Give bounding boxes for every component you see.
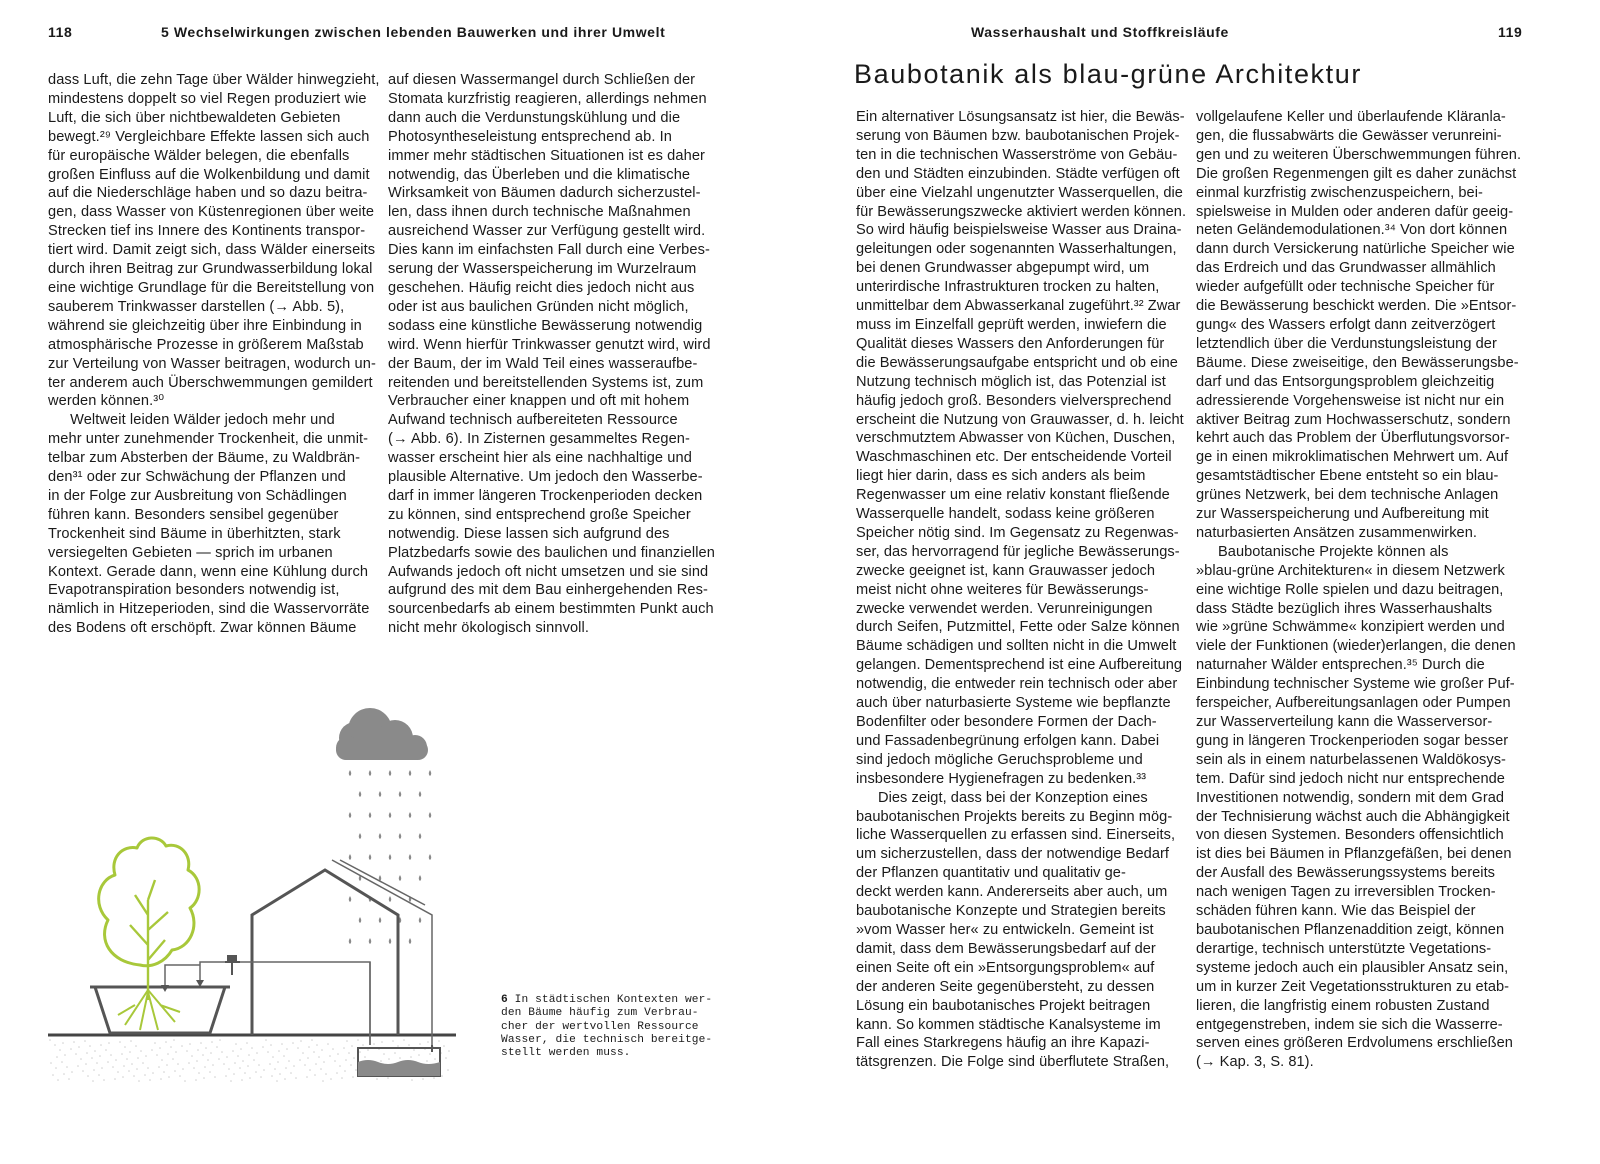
caption-line (501, 994, 712, 1007)
text-line: Bäume. Diese zweiseitige, den Bewässerungsbe- (1196, 354, 1519, 371)
page-number-left: 118 (48, 24, 73, 40)
text-line: aktiver Beitrag zum Hochwasserschutz, sondern (1196, 411, 1511, 428)
text-line: len, dass ihnen durch technische Maßnahmen (388, 204, 691, 221)
text-line: für europäische Wälder belegen, die ebenfalls (48, 147, 350, 164)
text-line: darf und das Entsorgungsproblem gleichzeitig (1196, 373, 1495, 390)
text-line: »blau-grüne Architekturen« in diesem Netzwerk (1196, 562, 1505, 579)
text-line: dass Luft, die zehn Tage über Wälder hinwegzieht, (48, 72, 380, 88)
caption-line: cher der wertvollen Ressource (501, 1020, 699, 1033)
text-line: verschmutztem Abwasser von Küchen, Duschen, (856, 430, 1176, 447)
raindrop (419, 917, 422, 923)
text-line: atmosphärische Prozesse in größerem Maßstab (48, 336, 364, 353)
text-line: den und Städten einzubinden. Städte verfügen oft (856, 165, 1180, 182)
text-line: einmal kurzfristig zwischenzuspeichern, bei- (1196, 184, 1483, 201)
raindrop (349, 896, 352, 902)
raindrop (369, 812, 372, 818)
text-line: darf in immer längeren Trockenperioden decken (388, 487, 703, 504)
text-line: notwendig. Diese lassen sich aufgrund des (388, 525, 670, 542)
text-line: gung« des Wassers erfolgt dann zeitverzögert (1196, 316, 1496, 333)
caption-line: stellt werden muss. (501, 1047, 631, 1060)
text-line: gen und zu weiteren Überschwemmungen führen. (1196, 146, 1522, 163)
text-line: Die großen Regenmengen gilt es daher zunächst (1196, 165, 1517, 182)
text-line: der Baum, der im Wald Teil eines wasseraufbe- (388, 355, 698, 372)
raindrop (429, 854, 432, 860)
raindrop (379, 833, 382, 839)
text-line: dann durch Versickerung natürliche Speicher wie (1196, 241, 1515, 258)
raindrop (379, 917, 382, 923)
text-line: serung von Bäumen bzw. baubotanischen Projek- (856, 127, 1180, 144)
raindrop (349, 812, 352, 818)
raindrop (349, 770, 352, 776)
text-line: in der Folge zur Ausbreitung von Schädlingen (48, 487, 347, 504)
text-line: unterirdische Infrastrukturen trocken zu halten, (856, 279, 1160, 296)
text-line: Verbraucher einer knappen und oft mit hohem (388, 393, 690, 410)
text-line: Photosyntheseleistung entsprechend ab. In (388, 128, 673, 145)
text-line: Einbindung technischer Systeme wie großer Puf- (1196, 676, 1515, 693)
text-line: zwecke verwendet werden. Verunreinigungen (856, 600, 1153, 617)
text-line: eine wichtige Grundlage für die Bereitstellung von (48, 279, 375, 296)
text-line: immer mehr städtischen Situationen ist es daher (388, 147, 705, 164)
text-line: während sie gleichzeitig über ihre Einbindung in (48, 317, 362, 334)
text-line: zur Verteilung von Wasser beitragen, wodurch un- (48, 355, 376, 372)
text-line: serven eines größeren Erdvolumens erschließen (1196, 1035, 1513, 1052)
text-line: Dies zeigt, dass bei der Konzeption eines (856, 789, 1148, 806)
text-line: Qualität dieses Wassers den Anforderungen für (856, 335, 1165, 352)
text-line: Bäume schädigen und sollten nicht in die Umwelt (856, 638, 1177, 655)
raindrop (399, 875, 402, 881)
text-line: führen kann. Besonders sensibel gegenüber (48, 506, 339, 523)
text-line: meist nicht ohne weiteres für Bewässerungs- (856, 581, 1149, 598)
text-line: nach wenigen Tagen zu irreversiblen Trocken- (1196, 884, 1496, 901)
text-line: deckt werden kann. Andererseits aber auch, um (856, 884, 1168, 901)
right-column-2 (1196, 108, 1521, 1072)
text-line: notwendig, die entweder rein technisch oder aber (856, 676, 1178, 693)
text-line: durch ihren Beitrag zur Grundwasserbildung lokal (48, 261, 373, 278)
text-line: naturnaher Wälder entsprechen.³⁵ Durch die (1196, 657, 1485, 674)
raindrop (359, 791, 362, 797)
raindrop (409, 854, 412, 860)
text-line: baubotanischen Projekts bereits zu Beginn mög- (856, 808, 1173, 825)
text-line: sauberem Trinkwasser darstellen (→ Abb. 5), (48, 298, 345, 315)
text-line: um in kurzer Zeit Vegetationsstrukturen zu etab- (1196, 978, 1510, 995)
text-line: ten in die technischen Wasserströme von Gebäu- (856, 146, 1178, 163)
raindrop (409, 812, 412, 818)
text-line: Wasserquelle handelt, sodass keine größeren (856, 506, 1155, 523)
text-line: neten Geländemodulationen.³⁴ Von dort können (1196, 222, 1508, 239)
text-line: ferspeicher, Aufbereitungsanlagen oder Pumpen (1196, 695, 1511, 712)
text-line: Bodenfilter oder besondere Formen der Dach- (856, 714, 1157, 730)
text-line: telbar zum Absterben der Bäume, zu Waldbrän- (48, 450, 361, 467)
text-line: werden können.³⁰ (48, 393, 165, 410)
text-line: häufig jedoch groß. Besonders vielversprechend (856, 392, 1172, 409)
text-line: mehr unter zunehmender Trockenheit, die unmit- (48, 431, 369, 448)
cloud-icon (336, 708, 428, 760)
raindrop (419, 791, 422, 797)
text-line: die Bewässerung beschickt werden. Die »Entsor- (1196, 298, 1517, 315)
text-line: von diesen Systemen. Besonders offensichtlich (1196, 827, 1504, 844)
raindrop (429, 812, 432, 818)
text-line: tätsgrenzen. Die Folge sind überflutete Straßen, (856, 1054, 1170, 1071)
text-line: lieren, die langfristig einem robusten Zustand (1196, 997, 1490, 1014)
text-line: tiert wird. Damit zeigt sich, dass Wälder einerseits (48, 242, 376, 259)
raindrop (369, 938, 372, 944)
text-line: spielsweise in Mulden oder anderen dafür geeig- (1196, 203, 1514, 220)
raindrop (369, 854, 372, 860)
text-line: einen Seite oft ein »Entsorgungsproblem« auf (856, 959, 1155, 976)
raindrop (429, 770, 432, 776)
text-line: (→ Kap. 3, S. 81). (1196, 1054, 1314, 1071)
text-line: zu können, sind entsprechend große Speicher (388, 506, 691, 523)
text-line: derartige, technisch unterstützte Vegetations- (1196, 940, 1492, 957)
text-line: baubotanischen Pflanzenaddition zeigt, können (1196, 921, 1505, 938)
text-line: Strecken tief ins Innere des Kontinents transpor- (48, 223, 366, 240)
raindrop-icon (349, 770, 432, 944)
text-line: Wirksamkeit von Bäumen dadurch sicherzustel- (388, 185, 701, 202)
right-column-1 (856, 108, 1186, 1072)
text-line: Fall eines Starkregens häufig an ihre Kapazi- (856, 1035, 1150, 1052)
text-line: ge in einen mikroklimatischen Mehrwert um. Auf (1196, 449, 1509, 466)
left-column-1 (48, 71, 380, 638)
text-line: Platzbedarfs sowie des baulichen und finanziellen (388, 544, 715, 561)
text-line: ist dies bei Bäumen in Pflanzgefäßen, bei denen (1196, 846, 1512, 863)
text-line: oder ist aus baulichen Gründen nicht möglich, (388, 298, 689, 315)
section-title: Baubotanik als blau-grüne Architektur (854, 59, 1362, 89)
running-head-left: 5 Wechselwirkungen zwischen lebenden Bauwerken und ihrer Umwelt (161, 24, 666, 40)
text-line: ser, das hervorragend für jegliche Bewässerungs- (856, 543, 1180, 560)
text-line: entgegenstreben, indem sie sich die Wasserre- (1196, 1016, 1503, 1033)
text-line: sourcenbedarfs ab einem bestimmten Punkt auch (388, 601, 714, 618)
text-line: serung der Wasserspeicherung im Wurzelraum (388, 261, 697, 278)
raindrop (369, 770, 372, 776)
text-line: sein als in einem naturbelassenen Waldökosys- (1196, 751, 1506, 768)
text-line: baubotanische Konzepte und Strategien bereits (856, 903, 1166, 920)
text-line: naturbasierten Ansätzen zusammenwirken. (1196, 524, 1477, 541)
caption-number: 6 (501, 994, 508, 1006)
text-line: für Bewässerungszwecke aktiviert werden können. (856, 203, 1187, 220)
text-line: Dies kann im einfachsten Fall durch eine Verbes- (388, 242, 710, 259)
text-line: Ein alternativer Lösungsansatz ist hier, die Bewäs- (856, 109, 1185, 125)
text-line: Nutzung technisch möglich ist, das Potenzial ist (856, 373, 1166, 390)
text-line: geschehen. Häufig reicht dies jedoch nicht aus (388, 279, 695, 296)
caption-line: den Bäume häufig zum Verbrau- (501, 1007, 699, 1020)
text-line: unmittelbar dem Abwasserkanal zugeführt.³² Zwar (856, 298, 1181, 315)
text-line: der anderen Seite gegenübersteht, zu dessen (856, 978, 1155, 995)
text-line: eine wichtige Rolle spielen und dazu beitragen, (1196, 581, 1504, 598)
text-line: So wird häufig beispielsweise Wasser aus Draina- (856, 222, 1182, 239)
text-line: auf die Niederschläge haben und so dazu beitra- (48, 185, 368, 202)
text-line: adressierende Vorgehensweise ist nicht nur ein (1196, 392, 1505, 409)
text-line: wie »grüne Schwämme« konzipiert werden und (1196, 619, 1505, 636)
text-line: Speicher nötig sind. Im Gegensatz zu Regenwas- (856, 524, 1179, 541)
planter (90, 987, 230, 1033)
tap-icon (225, 956, 240, 975)
house-icon (252, 870, 398, 1035)
raindrop (359, 917, 362, 923)
text-line: gelangen. Dementsprechend ist eine Aufbereitung (856, 657, 1183, 674)
text-line: der Technisierung wächst auch die Abhängigkeit (1196, 808, 1510, 825)
figure-6-illustration (40, 700, 460, 1085)
text-line: durch Seifen, Putzmittel, Fette oder Salze können (856, 619, 1180, 636)
text-line: auch über naturbasierte Systeme wie bepflanzte (856, 695, 1171, 712)
raindrop (379, 791, 382, 797)
text-line: aufgrund des mit dem Bau einhergehenden Res- (388, 582, 708, 599)
text-line: dass Städte bezüglich ihres Wasserhaushalts (1196, 600, 1493, 617)
text-line: geleitungen oder sogenannten Wasserhaltungen, (856, 241, 1177, 258)
text-line: bewegt.²⁹ Vergleichbare Effekte lassen sich auch (48, 128, 370, 145)
page-number-right: 119 (1498, 24, 1523, 40)
figure-caption (501, 994, 712, 1060)
text-line: Aufwands jedoch oft nicht umsetzen und sie sind (388, 563, 709, 580)
raindrop (389, 854, 392, 860)
text-line: erscheint die Nutzung von Grauwasser, d. h. leicht (856, 411, 1184, 428)
raindrop (409, 938, 412, 944)
text-line: wird. Wenn hierfür Trinkwasser genutzt wird, wird (388, 336, 711, 353)
text-line: ter anderem auch Überschwemmungen gemildert (48, 374, 373, 391)
text-line: und Fassadenbegrünung erfolgen kann. Dabei (856, 732, 1160, 749)
text-line: der Pflanzen quantitativ und qualitativ ge- (856, 865, 1126, 882)
raindrop (419, 875, 422, 881)
text-line: dann auch die Verdunstungskühlung und die (388, 109, 681, 126)
caption-line: Wasser, die technisch bereitge- (501, 1033, 713, 1046)
text-line: tem. Dafür sind jedoch nicht nur entsprechende (1196, 770, 1505, 787)
text-line: gesamtstädtischer Ebene entsteht so ein blau- (1196, 468, 1499, 485)
text-line: letztendlich über die Verdunstungsleistung der (1196, 335, 1497, 352)
text-line: bei denen Grundwasser abgepumpt wird, um (856, 260, 1150, 277)
text-line: sodass eine künstliche Bewässerung notwendig (388, 317, 703, 334)
text-line: Luft, die sich über nichtbewaldeten Gebieten (48, 109, 341, 126)
text-line: nicht mehr ökologisch sinnvoll. (388, 620, 590, 637)
text-line: kehrt auch das Problem der Überflutungsvorsor- (1196, 430, 1510, 447)
text-line: gung in längeren Trockenperioden sogar besser (1196, 732, 1509, 749)
text-line: Kontext. Gerade dann, wenn eine Kühlung durch (48, 563, 369, 580)
text-line: Lösung ein baubotanisches Projekt beitragen (856, 997, 1151, 1014)
text-line: das Erdreich und das Grundwasser allmählich (1196, 260, 1496, 277)
raindrop (389, 938, 392, 944)
text-line: Baubotanische Projekte können als (1196, 543, 1449, 560)
text-line: Investitionen notwendig, sondern mit dem Grad (1196, 789, 1505, 806)
raindrop (349, 854, 352, 860)
text-line: plausible Alternative. Um jedoch den Wasserbe- (388, 469, 703, 486)
text-line: kann. So kommen städtische Kanalsysteme im (856, 1016, 1161, 1033)
tree-icon (99, 838, 199, 1030)
text-line: vollgelaufene Keller und überlaufende Kläranla- (1196, 109, 1506, 125)
running-head-right: Wasserhaushalt und Stoffkreisläufe (971, 24, 1229, 40)
text-line: Trockenheit sind Bäume in überhitzten, stark (48, 525, 341, 542)
text-line: insbesondere Hygienefragen zu bedenken.³³ (856, 770, 1147, 787)
raindrop (389, 770, 392, 776)
raindrop (399, 791, 402, 797)
text-line: sind jedoch mögliche Geruchsprobleme und (856, 751, 1143, 768)
text-line: reitenden und bereitstellenden Systems ist, zum (388, 374, 704, 391)
text-line: Stomata kurzfristig reagieren, allerdings nehmen (388, 90, 707, 107)
text-line: des Bodens oft erschöpft. Zwar können Bäume (48, 620, 357, 637)
text-line: die Bewässerungsaufgabe entspricht und ob eine (856, 354, 1178, 371)
raindrop (389, 812, 392, 818)
text-line: notwendig, das Überleben und die klimatische (388, 166, 691, 183)
text-line: systeme jedoch auch ein plausibler Ansatz sein, (1196, 959, 1509, 976)
text-line: der Ausfall des Bewässerungssystems bereits (1196, 865, 1496, 882)
text-line: nämlich in Hitzeperioden, sind die Wasservorräte (48, 601, 370, 618)
text-line: Aufwand technisch aufbereiteten Ressource (388, 412, 678, 429)
text-line: (→ Abb. 6). In Zisternen gesammeltes Regen- (388, 431, 690, 448)
left-column-2 (388, 71, 715, 638)
text-line: mindestens doppelt so viel Regen produziert wie (48, 90, 367, 107)
text-line: viele der Funktionen (wieder)erlangen, die denen (1196, 638, 1516, 655)
text-line: Evapotranspiration besonders notwendig ist, (48, 582, 340, 599)
text-line: versiegelten Gebieten — sprich im urbanen (48, 544, 333, 561)
text-line: auf diesen Wassermangel durch Schließen der (388, 72, 696, 88)
text-line: muss im Einzelfall geprüft werden, inwiefern die (856, 316, 1167, 333)
text-line: liegt hier darin, dass es sich anders als beim (856, 468, 1146, 485)
text-line: ausreichend Wasser zur Verfügung gestellt wird. (388, 223, 706, 240)
text-line: liche Wasserquellen zu erfassen sind. Einerseits, (856, 827, 1176, 844)
text-line: schäden führen kann. Wie das Beispiel der (1196, 903, 1476, 920)
text-line: grünes Netzwerk, bei dem technische Anlagen (1196, 487, 1499, 504)
raindrop (389, 896, 392, 902)
text-line: damit, dass dem Bewässerungsbedarf auf der (856, 940, 1156, 957)
text-line: großen Einfluss auf die Wolkenbildung und damit (48, 166, 370, 183)
cistern-icon (358, 1045, 440, 1076)
text-line: wasser erscheint hier als eine nachhaltige und (388, 450, 692, 467)
text-line: gen, dass Wasser von Küstenregionen über weite (48, 204, 375, 221)
raindrop (409, 770, 412, 776)
text-line: »vom Wasser her« zu entwickeln. Gemeint ist (856, 921, 1154, 938)
text-line: wieder aufgefüllt oder technische Speicher für (1196, 279, 1495, 296)
text-line: gen, die flussabwärts die Gewässer verunreini- (1196, 127, 1502, 144)
text-line: zur Wasserverteilung kann die Wasserversor- (1196, 714, 1493, 730)
raindrop (419, 833, 422, 839)
text-line: Regenwasser um eine relativ konstant fließende (856, 487, 1170, 504)
text-line: Weltweit leiden Wälder jedoch mehr und (48, 412, 335, 429)
caption-text: In städtischen Kontexten wer- (507, 994, 713, 1006)
text-line: über eine Vielzahl ungenutzter Wasserquellen, die (856, 184, 1183, 201)
text-line: zwecke geeignet ist, kann Grauwasser jedoch (856, 562, 1156, 579)
text-line: um sicherzustellen, dass der notwendige Bedarf (856, 846, 1169, 863)
raindrop (349, 938, 352, 944)
text-line: den³¹ oder zur Schwächung der Pflanzen und (48, 469, 346, 486)
text-line: zur Wasserspeicherung und Aufbereitung mit (1196, 506, 1489, 523)
raindrop (359, 833, 362, 839)
raindrop (399, 833, 402, 839)
text-line: Waschmaschinen etc. Der entscheidende Vorteil (856, 449, 1172, 466)
